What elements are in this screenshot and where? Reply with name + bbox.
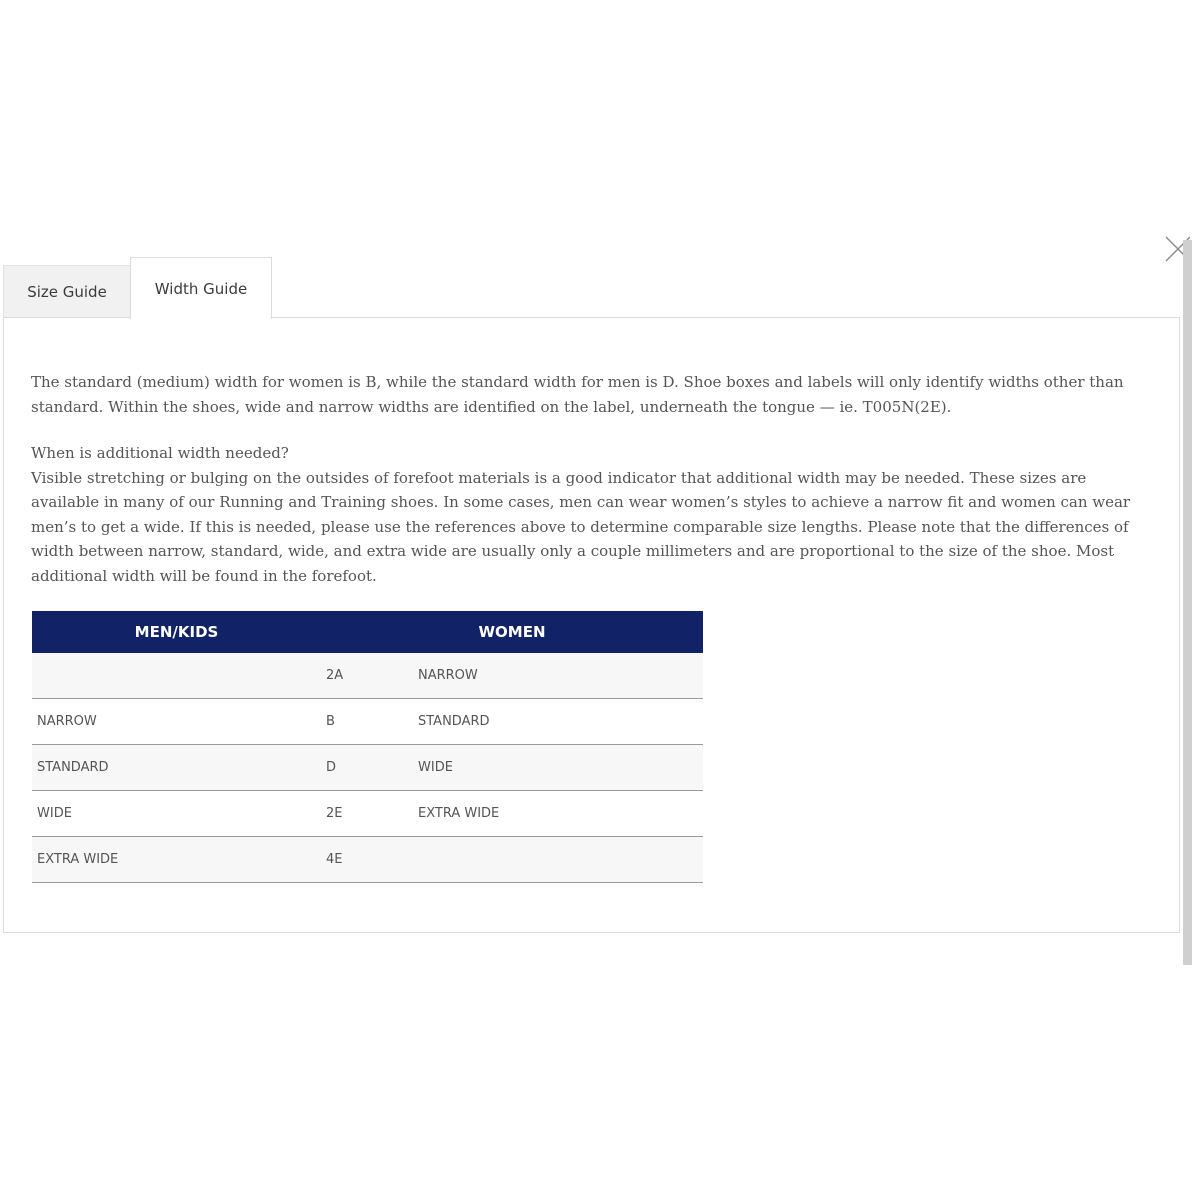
tab-width-guide-label: Width Guide xyxy=(154,279,248,298)
men-width-cell: NARROW xyxy=(32,699,321,745)
header-men-kids: MEN/KIDS xyxy=(32,611,321,653)
women-width-cell: STANDARD xyxy=(413,699,703,745)
modal-scrollbar[interactable] xyxy=(1183,240,1192,965)
width-code-cell: B xyxy=(321,699,413,745)
width-code-cell: 2A xyxy=(321,653,413,699)
men-width-cell: STANDARD xyxy=(32,745,321,791)
additional-width-section xyxy=(31,441,1141,588)
table-row xyxy=(32,745,703,791)
width-table xyxy=(32,611,703,883)
men-width-cell: EXTRA WIDE xyxy=(32,837,321,883)
width-table-header-row xyxy=(32,611,703,653)
width-code-cell: D xyxy=(321,745,413,791)
standard-width-paragraph: The standard (medium) width for women is B, while the standard width for men is D. Shoe boxes and labels will only identify widths other than standard. Within the shoes, wide and narrow widths are identified on the label, underneath the tongue — ie. T005N(2E). xyxy=(31,373,1124,416)
tab-width-guide[interactable] xyxy=(130,257,272,319)
table-row xyxy=(32,837,703,883)
women-width-cell: NARROW xyxy=(413,653,703,699)
width-code-cell: 4E xyxy=(321,837,413,883)
men-width-cell: WIDE xyxy=(32,791,321,837)
width-guide-panel xyxy=(3,317,1180,933)
table-row xyxy=(32,653,703,699)
tab-size-guide[interactable] xyxy=(3,265,131,318)
men-width-cell xyxy=(32,653,321,699)
tab-size-guide-label: Size Guide xyxy=(27,283,107,301)
header-women: WOMEN xyxy=(321,611,703,653)
women-width-cell: WIDE xyxy=(413,745,703,791)
table-row xyxy=(32,699,703,745)
table-row xyxy=(32,791,703,837)
additional-width-question: When is additional width needed? xyxy=(31,444,289,462)
additional-width-paragraph: Visible stretching or bulging on the outsides of forefoot materials is a good indicator that additional width may be needed. These sizes are available in many of our Running and Training shoes. In some cases, men can wear women’s styles to achieve a narrow fit and women can wear men’s to get a wide. If this is needed, please use the references above to determine comparable size lengths. Please note that the differences of width between narrow, standard, wide, and extra wide are usually only a couple millimeters and are proportional to the size of the shoe. Most additional width will be found in the forefoot. xyxy=(31,468,1131,585)
women-width-cell: EXTRA WIDE xyxy=(413,791,703,837)
width-code-cell: 2E xyxy=(321,791,413,837)
women-width-cell xyxy=(413,837,703,883)
